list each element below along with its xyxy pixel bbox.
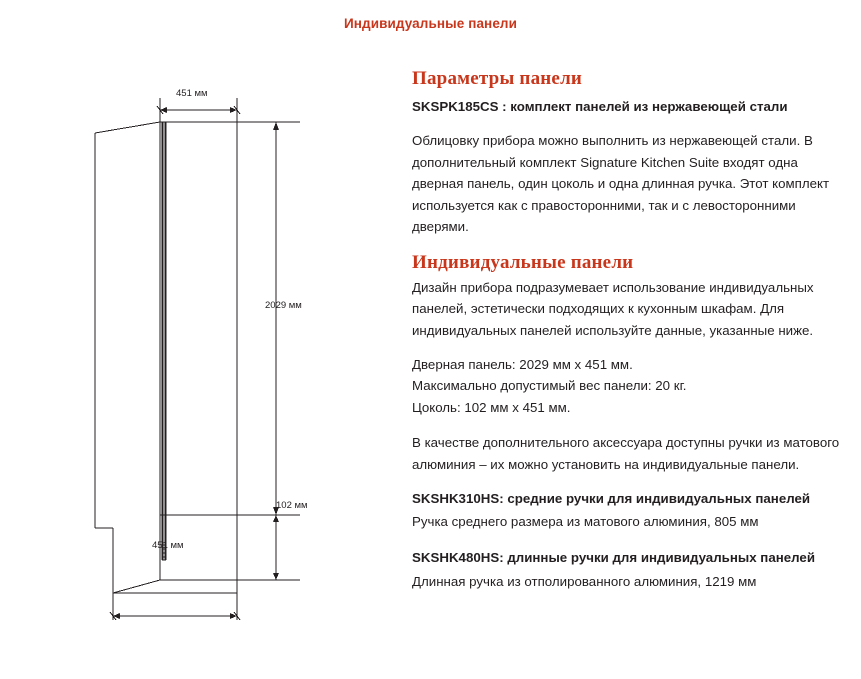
page-title: Индивидуальные панели [343, 16, 517, 31]
section-heading-individual-panels: Индивидуальные панели [412, 251, 634, 273]
handle-code-medium: SKSHK310HS: средние ручки для индивидуальных панелей [412, 491, 811, 507]
technical-drawing [0, 60, 400, 620]
handle-desc-long: Длинная ручка из отполированного алюминия, 1219 мм [412, 573, 757, 589]
dimension-height: 2029 мм [265, 300, 302, 311]
kit-code-subheading: SKSPK185CS : комплект панелей из нержавеющей стали [412, 99, 788, 114]
text-column [412, 68, 842, 608]
individual-panels-paragraph: Дизайн прибора подразумевает использование индивидуальных панелей, эстетически подходящих к кухонным шкафам. Для индивидуальных панелей используйте данные, указанные ниже. [412, 279, 814, 338]
dimension-top-width: 451 мм [176, 88, 208, 99]
panel-specs-list [412, 354, 842, 419]
drawing-svg [0, 60, 400, 620]
spec-max-weight: Максимально допустимый вес панели: 20 кг. [412, 378, 687, 394]
panel-parameters-paragraph: Облицовку прибора можно выполнить из нержавеющей стали. В дополнительный комплект Signature Kitchen Suite входят одна дверная панель, один цоколь и одна длинная ручка. Этот комплект используется как с правосторонними, так и с левосторонними дверями. [412, 133, 830, 235]
spec-door-panel: Дверная панель: 2029 мм x 451 мм. [412, 356, 633, 372]
handle-code-long: SKSHK480HS: длинные ручки для индивидуальных панелей [412, 550, 815, 566]
handle-desc-medium: Ручка среднего размера из матового алюминия, 805 мм [412, 514, 759, 530]
section-heading-panel-parameters: Параметры панели [412, 68, 583, 89]
spec-plinth: Цоколь: 102 мм x 451 мм. [412, 399, 571, 415]
accessory-handles-paragraph: В качестве дополнительного аксессуара доступны ручки из матового алюминия – их можно установить на индивидуальные панели. [412, 435, 840, 472]
dimension-plinth-height: 102 мм [276, 500, 308, 511]
dimension-bottom-width: 451 мм [152, 540, 184, 551]
